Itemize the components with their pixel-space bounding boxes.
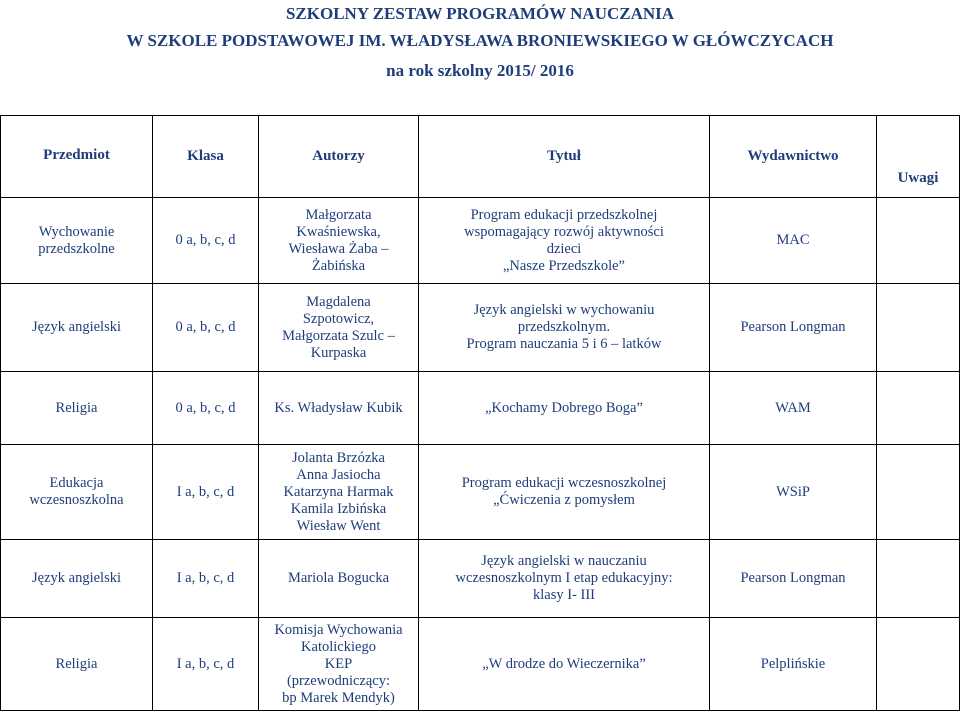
- table-header-row: [1, 116, 960, 198]
- cell-subject-line: przedszkolne: [38, 240, 115, 257]
- cell-authors-line: Małgorzata: [305, 206, 372, 223]
- table-row: [1, 198, 960, 284]
- cell-subject-line: Religia: [55, 655, 98, 672]
- cell-publisher: MAC: [710, 198, 877, 284]
- cell-title-line: „Ćwiczenia z pomysłem: [493, 492, 635, 508]
- cell-publisher: Pearson Longman: [710, 284, 877, 372]
- cell-title-line: Program edukacji wczesnoszkolnej: [461, 475, 667, 491]
- header-authors: Autorzy: [259, 116, 419, 198]
- cell-subject-line: Wychowanie: [38, 223, 115, 240]
- cell-class: I a, b, c, d: [153, 445, 259, 540]
- cell-publisher: WAM: [710, 372, 877, 445]
- cell-authors: [259, 618, 419, 711]
- cell-notes: [877, 372, 960, 445]
- document-title-line3: na rok szkolny 2015/ 2016: [386, 61, 574, 80]
- cell-publisher: Pelplińskie: [710, 618, 877, 711]
- cell-notes: [877, 618, 960, 711]
- cell-authors-line: Małgorzata Szulc –: [282, 327, 395, 344]
- table-row: [1, 540, 960, 618]
- cell-title: [419, 618, 710, 711]
- cell-authors-line: Żabińska: [311, 257, 366, 274]
- header-subject: Przedmiot: [1, 116, 153, 198]
- table-row: [1, 372, 960, 445]
- cell-authors-line: (przewodniczący:: [286, 672, 391, 689]
- cell-notes: [877, 445, 960, 540]
- header-title: Tytuł: [419, 116, 710, 198]
- cell-authors: [259, 284, 419, 372]
- cell-subject-line: Religia: [55, 399, 98, 416]
- cell-notes: [877, 284, 960, 372]
- cell-notes: [877, 540, 960, 618]
- curriculum-table: [0, 115, 960, 711]
- cell-authors-line: Kurpaska: [310, 344, 367, 361]
- cell-class: I a, b, c, d: [153, 618, 259, 711]
- cell-title: [419, 540, 710, 618]
- cell-title-line: dzieci: [546, 240, 582, 257]
- cell-notes: [877, 198, 960, 284]
- cell-subject-line: wczesnoszkolna: [29, 492, 124, 508]
- header-class: Klasa: [153, 116, 259, 198]
- cell-authors-line: bp Marek Mendyk): [282, 689, 395, 706]
- cell-class: 0 a, b, c, d: [153, 284, 259, 372]
- cell-subject: [1, 540, 153, 618]
- cell-authors: [259, 445, 419, 540]
- cell-title: [419, 198, 710, 284]
- cell-authors-line: Wiesława Żaba –: [288, 240, 389, 257]
- cell-authors-line: Katolickiego: [301, 638, 376, 655]
- table-row: [1, 284, 960, 372]
- cell-authors: [259, 540, 419, 618]
- cell-authors: [259, 198, 419, 284]
- cell-title-line: wczesnoszkolnym I etap edukacyjny:: [455, 570, 673, 586]
- cell-subject-line: Język angielski: [32, 319, 121, 335]
- cell-class: I a, b, c, d: [153, 540, 259, 618]
- cell-class: 0 a, b, c, d: [153, 372, 259, 445]
- cell-authors-line: Kamila Izbińska: [290, 500, 387, 517]
- document-title-line1: SZKOLNY ZESTAW PROGRAMÓW NAUCZANIA: [285, 4, 675, 23]
- cell-subject-line: Język angielski: [32, 570, 121, 586]
- cell-title-line: wspomagający rozwój aktywności: [464, 223, 664, 240]
- document-title-line2: W SZKOLE PODSTAWOWEJ IM. WŁADYSŁAWA BRONIEWSKIEGO W GŁÓWCZYCACH: [126, 31, 834, 50]
- cell-authors-line: KEP: [324, 655, 353, 672]
- table-row: [1, 618, 960, 711]
- cell-authors-line: Komisja Wychowania: [274, 621, 403, 638]
- cell-subject-line: Edukacja: [49, 475, 104, 491]
- cell-subject: [1, 618, 153, 711]
- cell-authors-line: Kwaśniewska,: [296, 223, 381, 240]
- cell-subject: [1, 284, 153, 372]
- cell-authors-line: Anna Jasiocha: [296, 466, 381, 483]
- cell-title-line: przedszkolnym.: [517, 319, 611, 335]
- cell-title: [419, 284, 710, 372]
- cell-title-line: „W drodze do Wieczernika”: [482, 655, 646, 672]
- cell-title-line: Program nauczania 5 i 6 – latków: [466, 336, 662, 352]
- cell-authors-line: Magdalena: [306, 293, 371, 310]
- cell-title-line: Język angielski w nauczaniu: [481, 553, 647, 569]
- cell-authors: [259, 372, 419, 445]
- cell-authors-line: Wiesław Went: [296, 517, 381, 534]
- cell-title-line: „Kochamy Dobrego Boga”: [485, 399, 643, 416]
- cell-subject: [1, 198, 153, 284]
- cell-class: 0 a, b, c, d: [153, 198, 259, 284]
- cell-publisher: Pearson Longman: [710, 540, 877, 618]
- table-row: [1, 445, 960, 540]
- cell-subject: [1, 445, 153, 540]
- cell-publisher: WSiP: [710, 445, 877, 540]
- cell-title-line: Język angielski w wychowaniu: [473, 302, 655, 318]
- cell-title-line: Program edukacji przedszkolnej: [470, 206, 658, 223]
- cell-authors-line: Ks. Władysław Kubik: [274, 399, 403, 416]
- cell-title-line: „Nasze Przedszkole”: [503, 257, 625, 274]
- cell-title-line: klasy I- III: [532, 587, 595, 603]
- cell-title: [419, 372, 710, 445]
- cell-authors-line: Szpotowicz,: [302, 310, 375, 327]
- cell-subject: [1, 372, 153, 445]
- cell-authors-line: Jolanta Brzózka: [291, 449, 385, 466]
- header-notes: Uwagi: [877, 116, 960, 198]
- cell-title: [419, 445, 710, 540]
- cell-authors-line: Mariola Bogucka: [287, 570, 390, 586]
- header-publisher: Wydawnictwo: [710, 116, 877, 198]
- cell-authors-line: Katarzyna Harmak: [283, 483, 394, 500]
